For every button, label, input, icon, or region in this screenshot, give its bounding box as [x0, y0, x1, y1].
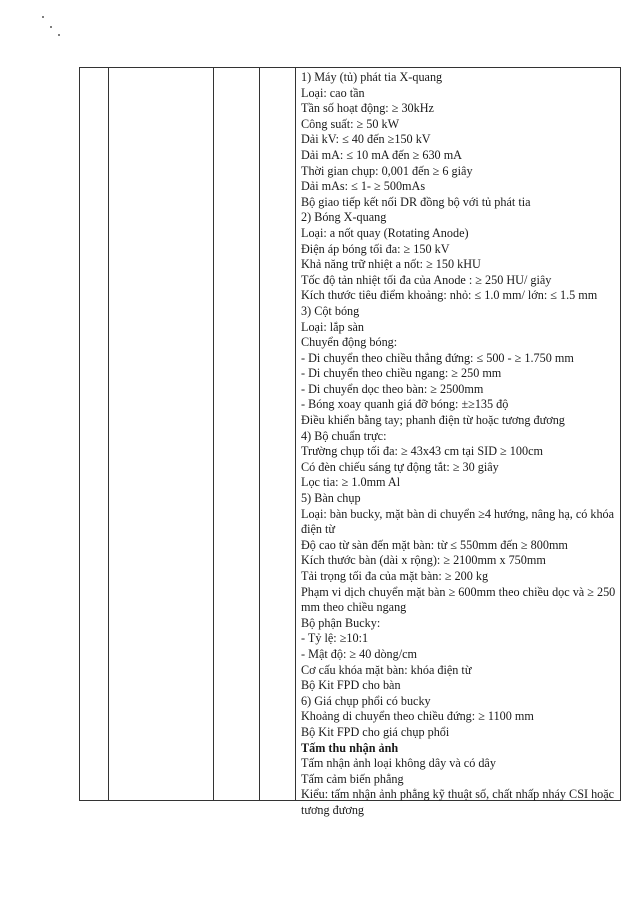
spec-line: Kích thước tiêu điểm khoảng: nhỏ: ≤ 1.0 mm/ lớn: ≤ 1.5 mm [301, 288, 598, 303]
scan-speck [42, 16, 44, 18]
spec-line: - Mật độ: ≥ 40 dòng/cm [301, 646, 418, 661]
spec-line: Khả năng trữ nhiệt a nốt: ≥ 150 kHU [301, 257, 481, 272]
column-divider [259, 68, 260, 800]
spec-line: Chuyển động bóng: [301, 335, 398, 350]
spec-line: Độ cao từ sàn đến mặt bàn: từ ≤ 550mm đến ≥ 800mm [301, 537, 568, 552]
section-heading-detector: Tấm thu nhận ảnh [301, 740, 399, 755]
spec-line: Có đèn chiếu sáng tự động tắt: ≥ 30 giây [301, 459, 499, 474]
spec-line: Bộ giao tiếp kết nối DR đồng bộ với tủ phát tia [301, 194, 531, 209]
spec-line: - Bóng xoay quanh giá đỡ bóng: ±≥135 độ [301, 397, 509, 412]
column-divider [108, 68, 109, 800]
section-heading-table: 5) Bàn chụp [301, 491, 361, 506]
spec-line: Loại: bàn bucky, mặt bàn di chuyển ≥4 hướng, nâng hạ, có khóa điện từ [301, 506, 615, 537]
spec-line: Loại: a nốt quay (Rotating Anode) [301, 225, 469, 240]
section-heading-collimator: 4) Bộ chuẩn trực: [301, 428, 387, 443]
spec-line: Tốc độ tản nhiệt tối đa của Anode : ≥ 250 HU/ giây [301, 272, 552, 287]
spec-line: Điều khiển bằng tay; phanh điện từ hoặc tương đương [301, 413, 565, 428]
spec-line: - Di chuyển theo chiều ngang: ≥ 250 mm [301, 366, 502, 381]
spec-line: Tấm nhận ảnh loại không dây và có dây [301, 756, 496, 771]
spec-line: Dải mA: ≤ 10 mA đến ≥ 630 mA [301, 147, 462, 162]
scan-specks [38, 12, 68, 42]
spec-line: - Di chuyển theo chiều thẳng đứng: ≤ 500 - ≥ 1.750 mm [301, 350, 574, 365]
section-heading-xray-generator: 1) Máy (tủ) phát tia X-quang [301, 70, 443, 84]
scan-speck [58, 34, 60, 36]
spec-line: Loại: lắp sàn [301, 319, 364, 334]
spec-line: Tải trọng tối đa của mặt bàn: ≥ 200 kg [301, 569, 489, 583]
spec-line: Trường chụp tối đa: ≥ 43x43 cm tại SID ≥ 100cm [301, 444, 543, 459]
spec-line: Khoảng di chuyển theo chiều đứng: ≥ 1100 mm [301, 709, 534, 724]
section-heading-tube-stand: 3) Cột bóng [301, 303, 360, 318]
spec-line: Cơ cấu khóa mặt bàn: khóa điện từ [301, 662, 472, 677]
scan-speck [50, 26, 52, 28]
spec-content [301, 70, 619, 819]
spec-line: Tần số hoạt động: ≥ 30kHz [301, 101, 434, 116]
spec-line: Phạm vi dịch chuyển mặt bàn ≥ 600mm theo chiều dọc và ≥ 250 mm theo chiều ngang [301, 584, 616, 615]
column-divider [213, 68, 214, 800]
spec-line: Lọc tia: ≥ 1.0mm Al [301, 475, 401, 490]
spec-line: Tấm cảm biến phẳng [301, 771, 404, 786]
spec-line: - Di chuyển dọc theo bàn: ≥ 2500mm [301, 381, 484, 396]
spec-line: - Tỷ lệ: ≥10:1 [301, 631, 369, 646]
column-divider [295, 68, 296, 800]
spec-line: Dải mAs: ≤ 1- ≥ 500mAs [301, 179, 426, 194]
spec-line: Điện áp bóng tối đa: ≥ 150 kV [301, 241, 450, 256]
spec-line: Dải kV: ≤ 40 đến ≥150 kV [301, 132, 431, 147]
spec-line: Bộ Kit FPD cho bàn [301, 678, 401, 693]
section-heading-chest-stand: 6) Giá chụp phổi có bucky [301, 693, 431, 708]
spec-line: Công suất: ≥ 50 kW [301, 116, 400, 131]
spec-line: Kiểu: tấm nhận ảnh phẳng kỹ thuật số, chất nhấp nháy CSI hoặc tương đương [301, 787, 615, 817]
spec-line: Thời gian chụp: 0,001 đến ≥ 6 giây [301, 163, 473, 178]
spec-line: Bộ phận Bucky: [301, 615, 381, 630]
section-heading-xray-tube: 2) Bóng X-quang [301, 210, 387, 225]
spec-line: Loại: cao tần [301, 85, 365, 100]
spec-line: Kích thước bàn (dài x rộng): ≥ 2100mm x 750mm [301, 553, 546, 568]
spec-line: Bộ Kit FPD cho giá chụp phổi [301, 724, 450, 739]
